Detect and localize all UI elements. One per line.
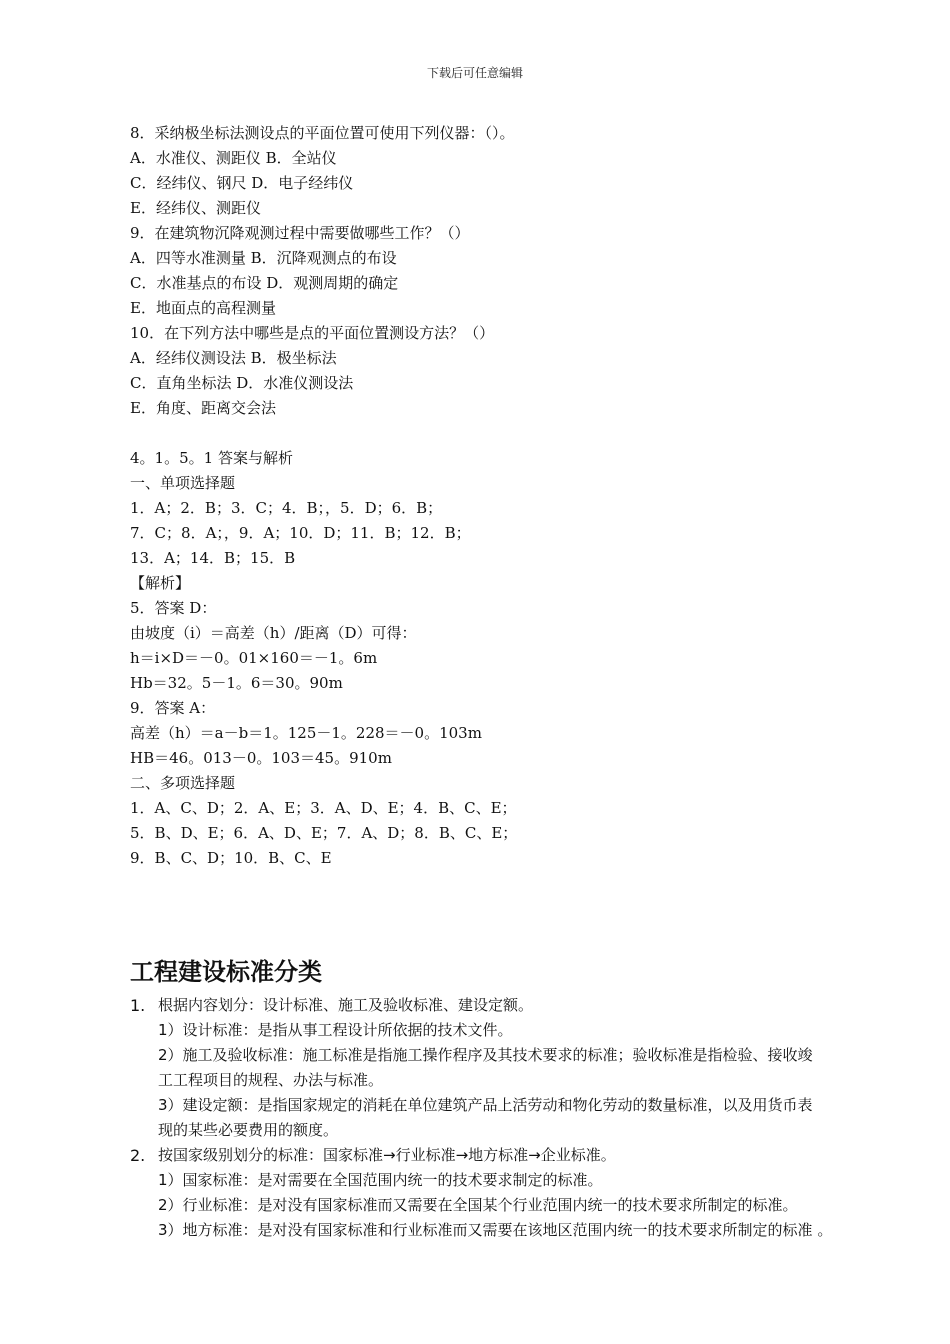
blank-line bbox=[130, 421, 910, 446]
sub-item bbox=[130, 1018, 905, 1043]
text-line: 4。1。5。1 答案与解析 bbox=[130, 449, 293, 467]
text-line: 由坡度（i）＝高差（h）/距离（D）可得： bbox=[130, 624, 417, 642]
text-line: 二、多项选择题 bbox=[130, 774, 236, 792]
list-number: 1. bbox=[130, 996, 146, 1015]
sub-item bbox=[130, 1168, 905, 1193]
text-line: E．地面点的高程测量 bbox=[130, 299, 276, 317]
text-line: C．经纬仪、钢尺 D．电子经纬仪 bbox=[130, 174, 354, 192]
text-line: 9．答案 A： bbox=[130, 699, 216, 717]
text-line: E．角度、距离交会法 bbox=[130, 399, 276, 417]
sub-item-line: 3）建设定额：是指国家规定的消耗在单位建筑产品上活劳动和物化劳动的数量标准，以及用货币表 bbox=[158, 1096, 813, 1114]
list-text: 按国家级别划分的标准：国家标准→行业标准→地方标准→企业标准。 bbox=[158, 1146, 616, 1164]
text-line: 1．A；2．B；3．C；4．B；，5．D；6．B； bbox=[130, 499, 443, 517]
sub-item-line: 1）国家标准：是对需要在全国范围内统一的技术要求制定的标准。 bbox=[158, 1171, 603, 1189]
text-line: A．水准仪、测距仪 B．全站仪 bbox=[130, 149, 337, 167]
sub-item-line: 3）地方标准：是对没有国家标准和行业标准而又需要在该地区范围内统一的技术要求所制定的标准 。 bbox=[158, 1221, 833, 1239]
sub-item-line: 2）行业标准：是对没有国家标准而又需要在全国某个行业范围内统一的技术要求所制定的标准。 bbox=[158, 1196, 798, 1214]
text-line: C．水准基点的布设 D．观测周期的确定 bbox=[130, 274, 399, 292]
sub-item-line: 现的某些必要费用的额度。 bbox=[158, 1121, 339, 1139]
text-line: h＝i×D＝－0。01×160＝－1。6m bbox=[130, 649, 378, 667]
standards-list bbox=[130, 993, 905, 1243]
text-line: 8．采纳极坐标法测设点的平面位置可使用下列仪器：（）。 bbox=[130, 124, 515, 142]
text-line: 1．A、C、D；2．A、E；3．A、D、E；4．B、C、E； bbox=[130, 799, 517, 817]
list-text: 根据内容划分：设计标准、施工及验收标准、建设定额。 bbox=[158, 996, 534, 1014]
text-line: A．经纬仪测设法 B．极坐标法 bbox=[130, 349, 337, 367]
text-line: 5．B、D、E；6．A、D、E；7．A、D；8．B、C、E； bbox=[130, 824, 518, 842]
text-line: 9．在建筑物沉降观测过程中需要做哪些工作？（） bbox=[130, 224, 470, 242]
text-line: 一、单项选择题 bbox=[130, 474, 236, 492]
sub-item bbox=[130, 1218, 905, 1243]
text-block bbox=[130, 121, 910, 871]
sub-item-line: 1）设计标准：是指从事工程设计所依据的技术文件。 bbox=[158, 1021, 513, 1039]
sub-item-line: 2）施工及验收标准：施工标准是指施工操作程序及其技术要求的标准；验收标准是指检验、接收竣 bbox=[158, 1046, 813, 1064]
section-title: 工程建设标准分类 bbox=[130, 958, 322, 986]
text-line: Hb＝32。5－1。6＝30。90m bbox=[130, 674, 343, 692]
text-line: 7．C；8．A；，9．A；10．D；11．B；12．B； bbox=[130, 524, 471, 542]
text-line: 高差（h）＝a－b＝1。125－1。228＝－0。103m bbox=[130, 724, 482, 742]
page-header: 下载后可任意编辑 bbox=[426, 66, 523, 80]
sub-item bbox=[130, 1193, 905, 1218]
text-line: C．直角坐标法 D．水准仪测设法 bbox=[130, 374, 354, 392]
text-line: 【解析】 bbox=[130, 574, 191, 592]
text-line: A．四等水准测量 B．沉降观测点的布设 bbox=[130, 249, 397, 267]
list-item bbox=[130, 993, 905, 1018]
sub-item bbox=[130, 1043, 905, 1093]
text-line: 13．A；14．B；15．B bbox=[130, 549, 296, 567]
list-item bbox=[130, 1143, 905, 1168]
text-line: 5．答案 D： bbox=[130, 599, 217, 617]
text-line: HB＝46。013－0。103＝45。910m bbox=[130, 749, 392, 767]
text-line: E．经纬仪、测距仪 bbox=[130, 199, 261, 217]
sub-item bbox=[130, 1093, 905, 1143]
list-number: 2. bbox=[130, 1146, 146, 1165]
text-line: 9．B、C、D；10．B、C、E bbox=[130, 849, 332, 867]
text-line: 10．在下列方法中哪些是点的平面位置测设方法？（） bbox=[130, 324, 495, 342]
sub-item-line: 工工程项目的规程、办法与标准。 bbox=[158, 1071, 384, 1089]
